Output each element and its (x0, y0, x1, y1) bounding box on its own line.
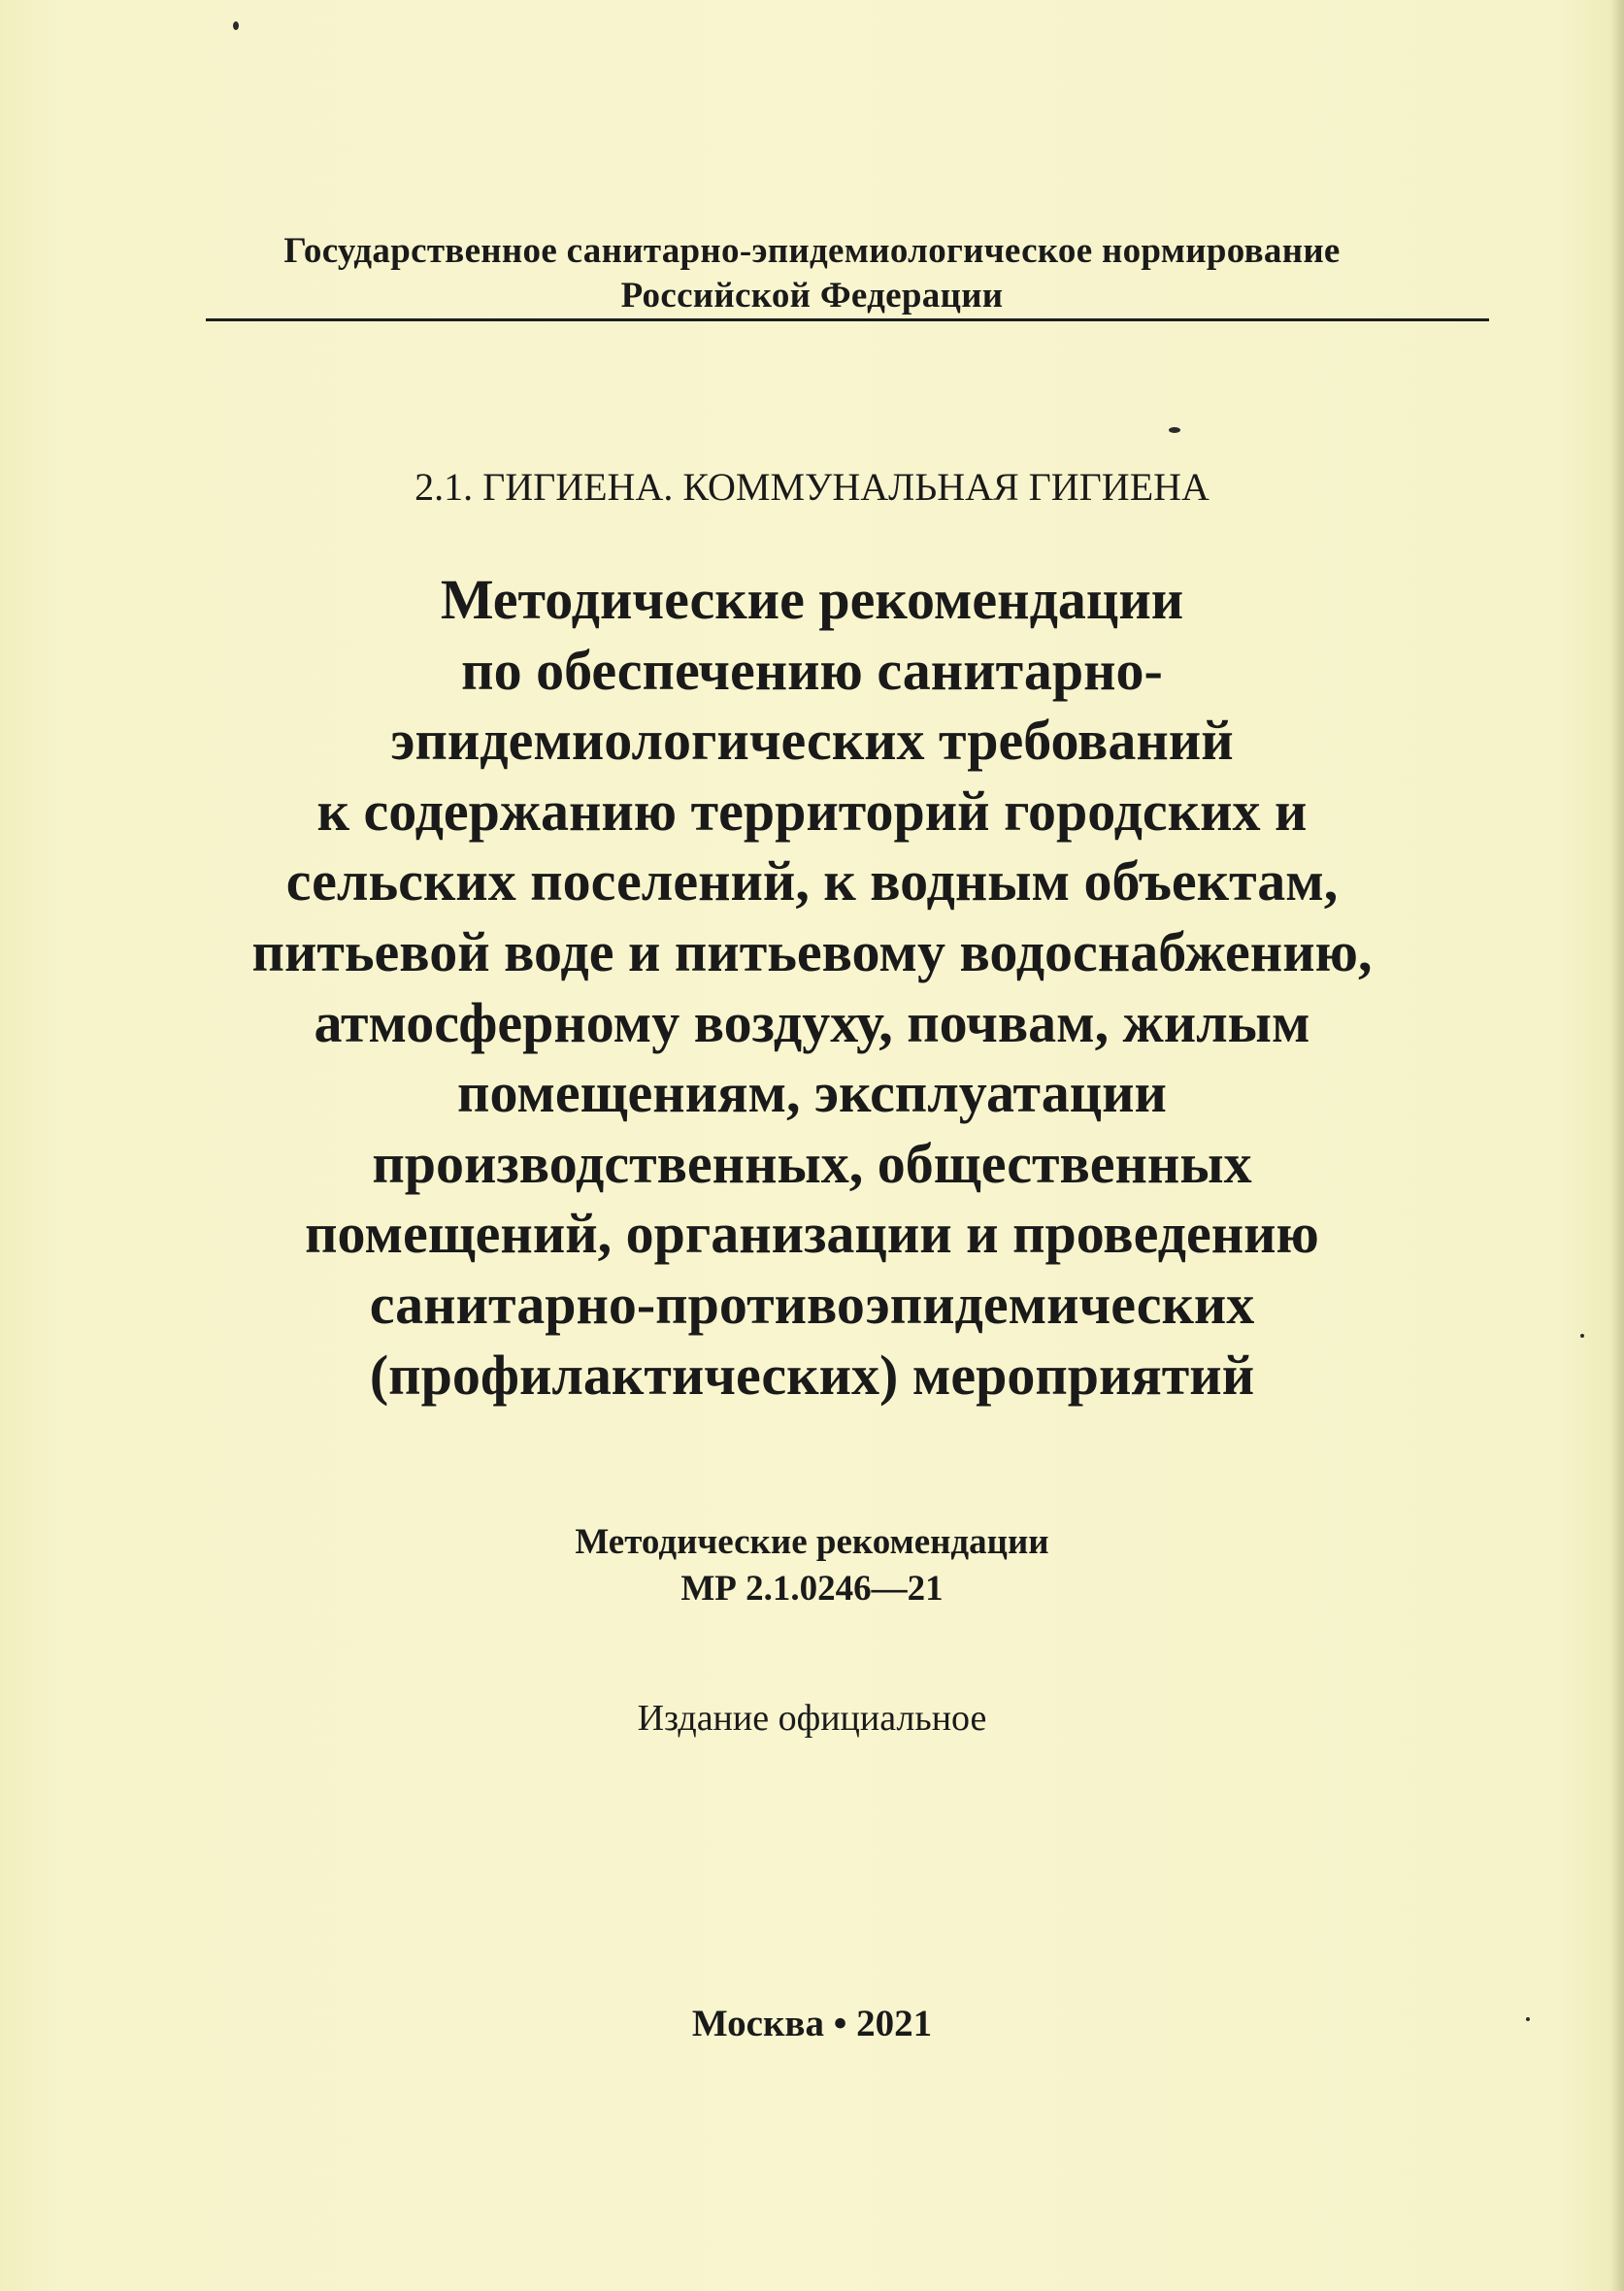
edition-note: Издание официальное (637, 1698, 987, 1739)
title-line: питьевой воде и питьевому водоснабжению, (251, 919, 1373, 983)
title-line: к содержанию территорий городских и (316, 779, 1308, 843)
title-line: производственных, общественных (372, 1131, 1252, 1195)
section-heading: 2.1. ГИГИЕНА. КОММУНАЛЬНАЯ ГИГИЕНА (414, 465, 1210, 509)
header-line-2: Российской Федерации (620, 276, 1004, 315)
header-line-1: Государственное санитарно-эпидемиологическое нормирование (283, 231, 1341, 271)
title-line: сельских поселений, к водным объектам, (285, 849, 1339, 913)
header-divider (206, 318, 1489, 321)
title-line: Методические рекомендации (440, 568, 1184, 631)
title-line: помещений, организации и проведению (305, 1202, 1319, 1266)
scan-speck (1580, 1334, 1584, 1338)
scan-speck (233, 21, 239, 30)
city-year-footer: Москва • 2021 (691, 2003, 933, 2044)
title-line: эпидемиологических требований (390, 709, 1234, 773)
title-line: помещениям, эксплуатации (457, 1061, 1167, 1125)
page-edge-shadow (1610, 0, 1624, 2291)
scan-speck (1169, 427, 1180, 433)
document-type-label: Методические рекомендации (575, 1522, 1049, 1562)
title-line: (профилактических) мероприятий (369, 1343, 1255, 1407)
document-title (146, 565, 1478, 1411)
title-line: по обеспечению санитарно- (461, 638, 1163, 702)
issuing-authority-header (0, 229, 1624, 318)
title-line: атмосферному воздуху, почвам, жилым (314, 990, 1310, 1054)
document-type-block (0, 1519, 1624, 1612)
title-line: санитарно-противоэпидемических (369, 1272, 1255, 1336)
document-code: МР 2.1.0246—21 (680, 1569, 944, 1609)
